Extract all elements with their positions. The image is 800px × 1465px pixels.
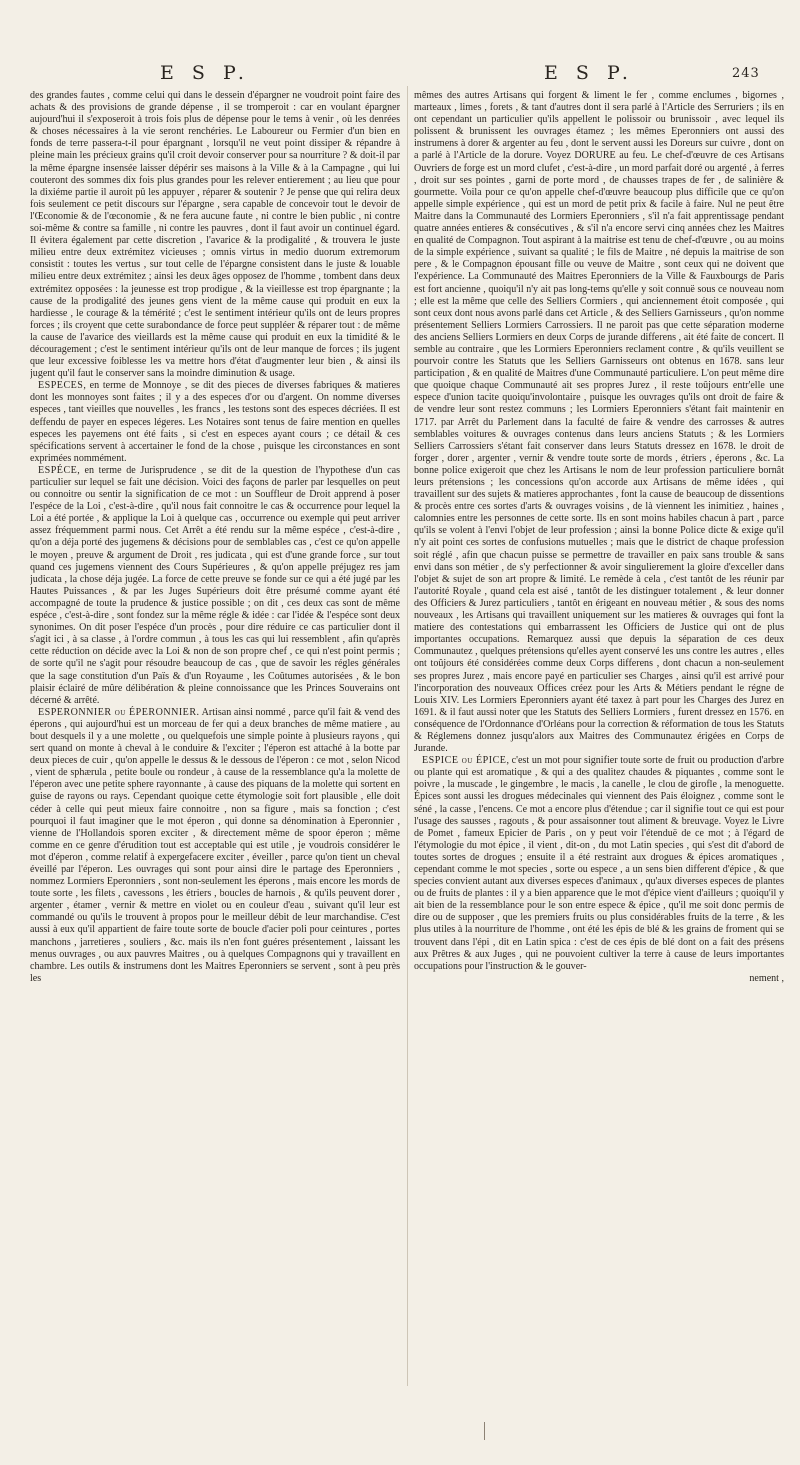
entry-body-esperonnier: Artisan ainsi nommé , parce qu'il fait & vend des éperons , qui aujourd'hui est un morceau de fer qui a deux branches de même matiere , au bout desquels il y a une molette , ou quelquefois une simple pointe à plusieurs rayons , qui sert quand on monte à cheval à le conduire & l'exciter ; l'éperon est attaché à la botte par deux pieces de cuir , qu'on appelle le dessus & le dessous de l'éperon : ce mot , selon Nicod , vient de sphærula , petite boule ou rondeur , à cause de la ressemblance qu'a la molette de l'éperon avec une petite sphere rayonnante , à cause des piquans de la molette qui sortent en guise de rayons ou rays. Cependant quoique cette étymologie soit fort plausible , elle doit céder à celle qui peut mieux faire connoitre , non sa figure , mais sa fonction ; c'est pourquoi il faut imaginer que le mot éperon , qui donne sa dénomination à Eperonnier , vienne de l'Hollandois sporen exciter , & directement même de spoor éperon ; même comme en ce genre d'érudition tout est acceptable qui est utile , je voudrois considérer le mot d'éperon , comme relatif à expergefacere exciter , éveiller , parce qu'on tient un cheval éveillé par l'éperon. Les ouvrages qui sont pour ainsi dire le partage des Eperonniers , nommez Lormiers Eperonniers , sont non-seulement les éperons , mais encore les mords de toute sorte , les filets , cavessons , les étriers , boucles de harnois , & qu'ils peuvent dorer , argenter , étamer , vernir & mettre en violet ou en couleur d'eau , suivant qu'il leur est commandé ou qu'ils le trouvent à propos pour le meilleur débit de leur marchandise. C'est aussi à eux qu'il appartient de faire toute sorte de boucle d'acier poli pour ceintures , portes manchons , jarretieres , souliers , &c. mais ils n'en font guéres présentement , laissant les menus ouvrages , ou aux pauvres Maitres , ou à quelques Compagnons qui y travaillent en chambre. Les outils & instrumens dont les Maitres Eperonniers se servent , sont à peu près les — [30, 706, 400, 984]
running-head-right: E S P. — [544, 62, 634, 84]
entry-head-esperonnier: ESPERONNIER ou ÉPERONNIER. — [38, 706, 200, 718]
entry-head-espice: ESPICE ou ÉPICE — [422, 755, 507, 767]
entry-especes — [30, 380, 400, 465]
left-column — [30, 90, 400, 1430]
entry-espece — [30, 465, 400, 707]
page-mark — [484, 1422, 485, 1440]
page-number: 243 — [732, 66, 760, 81]
running-head-left: E S P. — [160, 62, 250, 84]
catchword: nement , — [749, 972, 784, 984]
column-divider — [407, 86, 408, 1386]
entry-body-especes: , en terme de Monnoye , se dit des pieces de diverses fabriques & matieres dont les monnoyes sont faites ; il y a des especes d'or ou d'argent. On nomme diverses especes , tant vieilles que nouvelles , les francs , les testons sont des especes décriées. Il est deffendu de payer en especes légeres. Les Notaires sont tenus de faire mention en quelles especes les payemens ont été faits , si c'est en especes ayant cours ; ce détail & ces spécifications servent à accertainer le fond de la chose , puisque les circonstances en sont exprimées nommément. — [30, 380, 400, 464]
paragraph-esperonnier-continued: mêmes des autres Artisans qui forgent & liment le fer , comme enclumes , bigornes , marteaux , limes , forets , & tant d'autres dont il sera parlé à l'Article des Serruriers ; ils en ont cependant un particulier qu'ils appellent le polissoir ou brunissoir , avec lequel ils polissent & brunissent les ouvrages étamez ; les mêmes Eperonniers ont aussi des instrumens à dorer & argenter au feu , dont le servent aussi les Doreurs sur cuivre , dont on a parlé à l'Article de la dorure. Voyez DORURE au feu. Le chef-d'œuvre de ces Artisans Ouvriers de forge est un mord clufet , c'est-à-dire , un mord parfait doré ou argenté , à ferres , droit sur ses pointes , garni de porte mord , de chausses trapes de fer , de salinière & gourmette. Voila pour ce qu'on appelle chef-d'œuvre beaucoup plus difficile que ce qu'on appelle simple expérience , qui est un mord de petit prix & facile à faire. Nul ne peut être Maitre dans la Communauté des Lormiers Eperonniers , s'il n'a fait apprentissage pendant quatre années entieres & consécutives , & s'il n'a encore servi cinq années chez les Maitres en qualité de Compagnon. Tout aspirant à la maitrise est tenu de chef-d'œuvre , ou au moins de la simple expérience , suivant sa qualité ; le fils de Maitre , né depuis la maitrise de son pere , & le Compagnon épousant fille ou veuve de Maitre , sont ceux qui ne doivent que l'expérience. La Communauté des Maitres Eperonniers de la Ville & Fauxbourgs de Paris est fort ancienne , quoiqu'il n'y ait pas long-tems qu'elle y soit connuë sous ce nouveau nom ; elle est la même que celle des Selliers Cormiers , qui anciennement étoit composée , qui sont ceux dont nous avons parlé dans cet Article , & des Selliers Garnisseurs , qu'on nomme présentement Selliers Lormiers Carrossiers. Il ne paroit pas que cette séparation moderne des anciens Selliers Lormiers en deux Corps de jurande differens , ait été faite de concert. Il semble au contraire , que les Lormiers Eperonniers reclament contre , & qu'ils veuillent se pourvoir contre les Statuts que les Selliers Garnisseurs ont obtenus en 1678. sans leur participation , & en qualité de Maitres d'une Communauté particuliere. L'on peut même dire que quoique chaque Communauté ait ses propres Jurez , il reste toûjours entr'elle une espece d'union tacite quoiqu'involontaire , puisque les ouvrages qu'ils ont droit de faire & de vendre leur sont restez communs ; les Lormiers Eperonniers s'étant fait maintenir en 1717. par Arrêt du Parlement dans la faculté de faire & vendre des carrosses & autres semblables voitures & ouvrages contenus dans leurs anciens Statuts ; & les Lormiers Selliers Carrossiers s'étant fait conserver dans leurs Statuts dressez en 1678. le droit de forger , dorer , argenter , vernir & vendre toute sorte de mords , étriers , éperons , &c. La bonne police exigeroit que chez les Artisans le nom de leur profession particuliere bornât leurs prétensions ; les concessions qu'on accorde aux Artisans de même idées , qui travaillent sur des sujets & matieres approchantes , font la cause de beaucoup de dissentions & procès entre ces sortes d'arts & ouvrages voisins , de là viennent les inimitiez , haines , calomnies entre les personnes de cette sorte. Ils en sont moins habiles chacun à part , parce qu'ils se volent à l'envi l'objet de leur profession ; ainsi la bonne Police dicte & exige qu'il n'y ait point ces sortes de confusions mutuelles ; mais que le district de chaque profession soit réglé , afin que chacun puisse se permettre de travailler en paix sans trouble & sans envi dans son métier , de s'y perfectionner & avoir singulierement la gloire d'exceller dans l'objet & sujet de son art propre & limité. Le remède à cela , c'est tantôt de les réunir par l'autorité Royale , quand cela est aisé , tantôt de les distinguer totalement , & leur donner des Officiers & Jurez particuliers , tantôt en érigeant en nouveau métier , & sous des noms nouveaux , les Artisans qui travaillent uniquement sur les matieres & ouvrages qui font la matiere des contestations qui embarrassent les Officiers de Justice qui ont de plus importantes occupations. Remarquez aussi que depuis la séparation de ces deux Communautez , quelques prétensions qu'elles ayent conservé les uns contre les autres , elles ont toûjours été considérées comme deux Corps differens , dont chacun a non-seulement ses propres Jurez , mais encore payé en particulier ses Charges , ainsi qu'il est arrivé pour l'incorporation des nouveaux Offices créez pour les Arts & Métiers pendant le régne de Louis XIV. Les Lormiers Eperonniers ayant été taxez à part pour les Charges des Jurez en 1691. & il faut aussi noter que les Statuts des Selliers Lormiers , furent dressez en 1576. en conséquence de l'Ordonnance d'Orléans pour la correction & réformation de tous les Statuts & Réglemens donnez jusqu'alors aux Maitres des Communautez érigées en Corps de Jurande. — [414, 90, 784, 755]
entry-body-espece: , en terme de Jurisprudence , se dit de la question de l'hypothese d'un cas particulier sur lequel se fait une décision. Voici des façons de parler par lesquelles on peut ou connoitre ou sentir la signification de ce mot : un Souffleur de Droit apprend à poser l'espéce de la Loi , c'est-à-dire , qu'il nous fait connoitre le cas & occurrence pour lequel la Loi a été portée , & applique la Loi à quelque cas , occurrence ou exemple qui peut arriver assez fréquemment parmi nous. Cet Arrêt a été rendu sur la même espéce , c'est-à-dire , qu'on a déja porté des jugemens & décisions pour de semblables cas , c'est ce qu'on appelle le moyen , preuve & argument de Droit , res judicata , qui est d'une grande force , sur tout quand ces jugemens viennent des Cours Supérieures , & qu'on appelle préjugez res jam judicata , la chose déja jugée. La force de cette preuve se fonde sur ce qui a été jugé par les Hautes Puissances , & par les Juges Supérieurs doit être présumé comme ayant été accompagné de toute la prudence & justice possible ; on dit , ces deux cas sont de même espéce , c'est-à-dire , sont fondez sur la même régle & idée : car l'idée & l'espéce sont deux synonimes. On dit poser l'espéce d'un procès , pour dire réduire ce cas particulier dont il s'agit ici , à sa classe , à l'ordre commun , à tous les cas qui lui ressemblent , afin qu'après cette réduction on décide avec la Loi & non de son propre chef , ce qui n'est point permis ; de sorte qu'il ne s'agit pour résoudre beaucoup de cas , que de savoir les régles générales que la sage constitution d'un Païs & d'un Royaume , les Coûtumes autorisées , & le bon plaisir éclairé de mûre délibération & pleine connoissance que les Princes Souverains ont décerné & arrêté. — [30, 464, 400, 706]
entry-body-espice: , c'est un mot pour signifier toute sorte de fruit ou production d'arbre ou plante qui est aromatique , & qui a des qualitez chaudes & piquantes , comme sont le poivre , la muscade , le gingembre , le macis , la canelle , le clou de girofle , la menoguette. Épices sont aussi les drogues médecinales qui viennent des Pais éloignez , comme sont le séné , la casse , l'encens. Ce mot a encore plus d'étendue ; car il signifie tout ce qui est pour l'usage des sausses , ragouts , & pour assaisonner tout aliment & breuvage. Voyez le Livre de Pomet , fameux Epicier de Paris , on y peut voir l'étenduë de ce mot ; à l'égard de l'étymologie du mot épice , il vient , dit-on , du mot Latin species , qui s'est dit d'abord de toutes sortes de drogues ; ensuite il a été restraint aux drogues & épices aromatiques , cependant comme le mot species , sorte ou espece , a un sens bien different d'épice , & que species convient autant aux diverses especes d'animaux , qu'aux diverses especes de plantes ou de fruits de plantes : il y a bien apparence que le mot d'épice vient d'ailleurs ; quoiqu'il y ait bien de la ressemblance pour le son entre espece & épice , qu'il me soit donc permis de dire ou de supposer , que les premiers fruits ou plus considérables fruits de la terre , & les plus utiles à la nourriture de l'homme , ont été les épis de blé & les grains de froment qui se trouvent dans l'épi , dit en Latin spica : c'est de ces épis de blé dont on a fait des présens aux Prêtres & aux Juges , qui ne pouvoient cultiver la terre à cause de leurs importantes occupations pour l'instruction & le gouver- — [414, 755, 784, 972]
paragraph-epargne-end: des grandes fautes , comme celui qui dans le dessein d'épargner ne voudroit point faire des achats & des provisions de grande dépense , il se tromperoit : car en voulant épargner aujourd'hui il s'exposeroit à trois fois plus de dépense pour le tems à venir , où les denrées & choses nécessaires à la vie seront renchéries. Le Laboureur ou Fermier d'un bien en fonds de terre passera-t-il pour épargnant , lorsqu'il ne veut point dissiper & répandre à pleine main les précieux grains qu'il croit devoir conserver pour sa nourriture ? & doit-il par la même épargne insensée laisser dépérir ses maisons à la Ville & à la Campagne , qui lui couteront des sommes dix fois plus grandes pour les relever entierement ; au lieu que pour la dixiéme partie il auroit pû les appuyer , réparer & soutenir ? Je pense que qui relira deux fois seulement ce petit discours sur l'épargne , sera capable de concevoir tout le devoir de l'Œconomie & de l'œconomie , & ne fera aucune faute , ni contre le bien public , ni contre soi-même & contre sa famille , ni contre les pauvres , dont il faut avoir un continuel égard. Il évitera également par cette discretion , l'avarice & la prodigalité , & trouvera le juste milieu entre deux extrémitez vicieuses ; omnis virtus in medio duorum extremorum consistit : toutes les vertus , sur tout celle de l'épargne consistent dans le juste & louable milieu entre deux extrémitez ; ainsi les deux âges opposez de l'homme , tombent dans deux extrémitez opposées : la jeunesse est trop prodigue , & la vieillesse est trop épargnante ; la cause de la prodigalité des jeunes gens vient de la même cause qui produit en eux la hardiesse , le courage & la témérité ; c'est le sentiment intérieur qu'ils ont de leurs propres forces ; ils croyent que cette surabondance de force peut suppléer & réparer tout : de même la cause de l'avarice des vieillards est la même cause qui produit en eux la timidité & le découragement ; c'est le sentiment intérieur qu'ils ont de leur manque de forces ; ils jugent que leur excessive foiblesse les va mettre hors d'état d'augmenter leur bien , & ainsi ils jugent qu'il faut le conserver sans la moindre diminution & usage. — [30, 90, 400, 380]
right-column — [414, 90, 784, 1430]
entry-head-espece: ESPÉCE — [38, 464, 78, 476]
entry-espice — [414, 755, 784, 973]
entry-esperonnier — [30, 707, 400, 985]
entry-head-especes: ESPECES — [38, 380, 84, 392]
